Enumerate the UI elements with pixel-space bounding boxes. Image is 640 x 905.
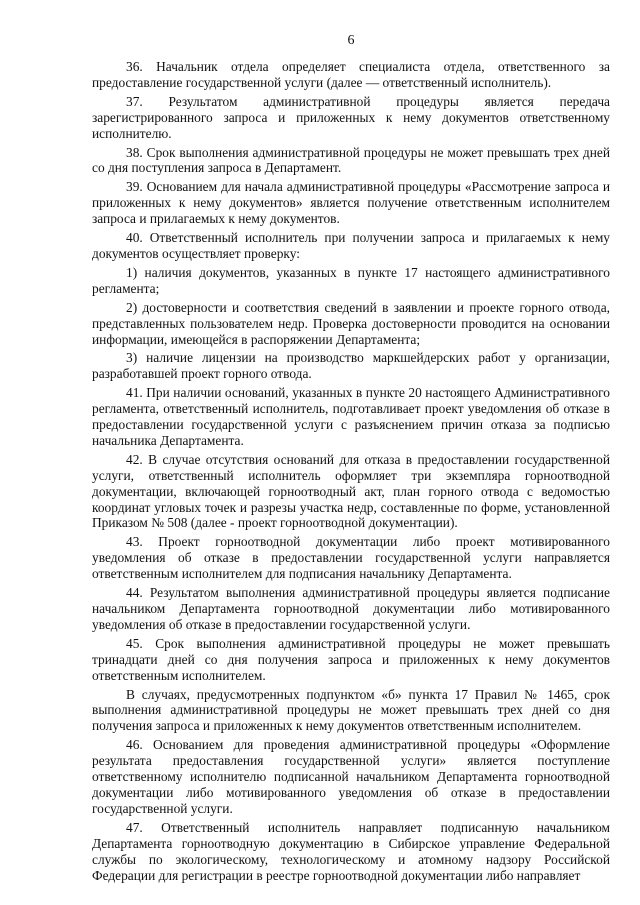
document-page [92, 0, 610, 886]
document-body [92, 59, 610, 883]
paragraph-36: 36. Начальник отдела определяет специалиста отдела, ответственного за предоставление государственной услуги (далее — ответственный исполнитель). [92, 59, 610, 90]
page-number: 6 [347, 33, 355, 48]
paragraph-40-item-3: 3) наличие лицензии на производство маркшейдерских работ у организации, разработавшей проект горного отвода. [92, 350, 610, 382]
paragraph-40-item-1: 1) наличия документов, указанных в пункте 17 настоящего административного регламента; [92, 264, 610, 296]
paragraph-40: 40. Ответственный исполнитель при получении запроса и прилагаемых к нему документов осуществляет проверку: [92, 230, 610, 261]
paragraph-46: 46. Основанием для проведения административной процедуры «Оформление результата предоставления государственной услуги» является поступление ответственному исполнителю подписанной начальником Департамента горноотводной документации либо мотивированного уведомления об отказе в предоставлении государственной услуги. [92, 737, 610, 816]
paragraph-39: 39. Основанием для начала административной процедуры «Рассмотрение запроса и приложенных к нему документов» является получение ответственным исполнителем запроса и прилагаемых к нему документов. [92, 179, 610, 227]
paragraph-44: 44. Результатом выполнения административной процедуры является подписание начальником Департамента горноотводной документации либо мотивированного уведомления об отказе в предоставлении государственной услуги. [92, 585, 610, 632]
paragraph-37: 37. Результатом административной процедуры является передача зарегистрированного запроса и приложенных к нему документов ответственному исполнителю. [92, 93, 610, 141]
paragraph-47: 47. Ответственный исполнитель направляет подписанную начальником Департамента горноотводную документацию в Сибирское управление Федеральной службы по экологическому, технологическому и атомному надзору Российской Федерации для регистрации в реестре горноотводной документации либо направляет [92, 819, 610, 883]
paragraph-42: 42. В случае отсутствия оснований для отказа в предоставлении государственной услуги, ответственный исполнитель оформляет три экземпляра горноотводной документации, включающей горноотводный акт, план горного отвода с ведомостью координат угловых точек и разрезы участка недр, составленные по форме, установленной Приказом № 508 (далее - проект горноотводной документации). [92, 451, 610, 531]
paragraph-41: 41. При наличии оснований, указанных в пункте 20 настоящего Административного регламента, ответственный исполнитель, подготавливает проект уведомления об отказе в предоставлении государственной услуги с разъяснением причин отказа за подписью начальника Департамента. [92, 385, 610, 448]
paragraph-40-item-2: 2) достоверности и соответствия сведений в заявлении и проекте горного отвода, представленных пользователем недр. Проверка достоверности проводится на основании информации, имеющейся в распоряжении Департамента; [92, 299, 610, 347]
paragraph-45-note: В случаях, предусмотренных подпунктом «б» пункта 17 Правил № 1465, срок выполнения административной процедуры не может превышать трех дней со дня получения запроса и приложенных к нему документов ответственным исполнителем. [92, 686, 610, 734]
paragraph-38: 38. Срок выполнения административной процедуры не может превышать трех дней со дня поступления запроса в Департамент. [92, 144, 610, 176]
paragraph-45: 45. Срок выполнения административной процедуры не может превышать тринадцати дней со дня получения запроса и приложенных к нему документов ответственным исполнителем. [92, 635, 610, 683]
paragraph-43: 43. Проект горноотводной документации либо проект мотивированного уведомления об отказе в предоставлении государственной услуги направляется ответственным исполнителем для подписания начальнику Департамента. [92, 534, 610, 582]
